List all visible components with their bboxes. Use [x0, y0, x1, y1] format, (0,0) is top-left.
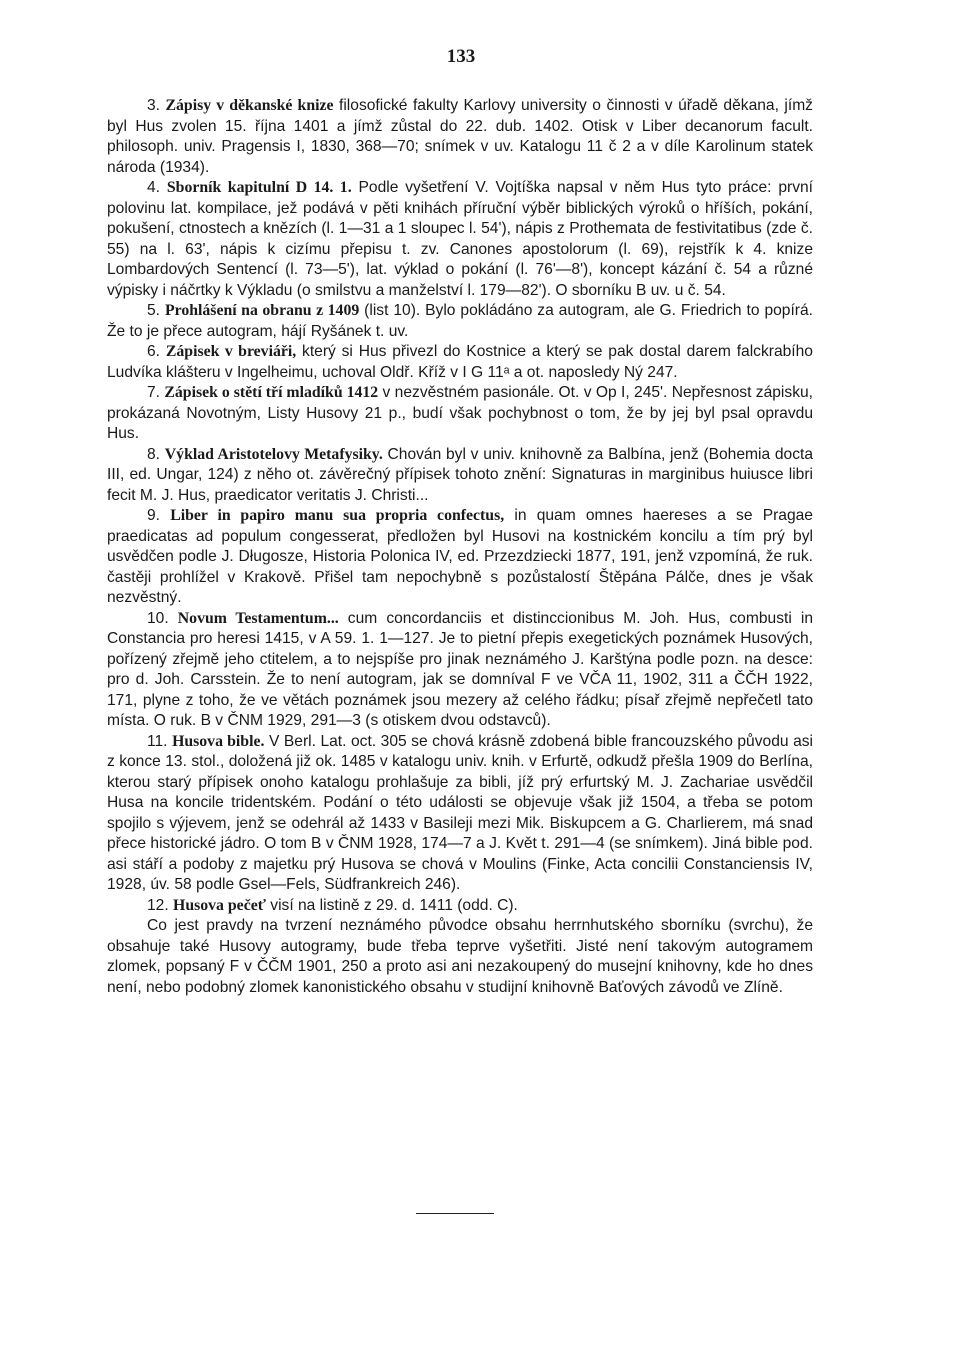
item-text: cum concordanciis et distinccionibus M. Joh. Hus, combusti in Constancia pro heresi 1415, v A 59. 1. 1—127. Je to pietní přepis exegetických poznámek Husových, pořízený zřejmě jeho ctitelem, a to nejspíše pro jinak neznámého J. Karštýna podle pozn. na desce: pro d. Joh. Carsstein. Že to není autogram, jak se domníval F ve VČA 11, 1902, 311 a ČČH 1922, 171, plyne z toho, že ve větách poznámek jsou mezery až celého řádku; písař zřejmě nepřečetl tato místa. O ruk. B v ČNM 1929, 291—3 (s otiskem dvou odstavců).	[107, 609, 813, 729]
item-number: 7.	[147, 384, 161, 401]
item-text: V Berl. Lat. oct. 305 se chová krásně zdobená bible francouzského původu asi z konce 13. stol., doložená již ok. 1485 v katalogu univ. knih. v Erfurtě, odkudž přešla 1909 do Berlína, kterou starý přípisek onoho katalogu prohlašuje za bibli, jíž prý erfurtský M. J. Zachariae usvědčil Husa na koncile tridentském. Podání o této události se objevuje však již 1504, a třeba se potom spojilo s výjevem, jenž se odehrál až 1433 v Basileji mezi Mik. Biskupcem a G. Charlierem, má snad přece historické jádro. O tom B v ČNM 1928, 174—7 a J. Květ t. 291—4 (se snímkem). Jiná bible pod. asi stáří a podoby z majetku prý Husova se chová v Moulins (Finke, Acta concilii Constanciensis IV, 1928, úv. 58 podle Gsel—Fels, Südfrankreich 246).	[107, 732, 813, 893]
item-heading: Zápisek v breviáři,	[165, 343, 297, 360]
page-number: 133	[446, 46, 476, 67]
item-heading: Husova pečeť	[173, 896, 266, 914]
list-item	[107, 342, 813, 383]
item-number: 9.	[147, 507, 161, 524]
list-item	[107, 506, 813, 609]
item-heading: Liber in papiro manu sua propria confectus,	[170, 507, 505, 524]
list-item	[107, 96, 813, 178]
item-text: (list 10). Bylo pokládáno za autogram, ale G. Friedrich to popírá. Že to je přece autogram, hájí Ryšánek t. uv.	[107, 302, 813, 340]
item-number: 8.	[147, 445, 161, 463]
list-item	[107, 445, 813, 507]
list-item	[107, 732, 813, 896]
footer-rule	[416, 1213, 494, 1214]
item-heading: Výklad Aristotelovy Metafysiky.	[164, 445, 383, 463]
list-item	[107, 178, 813, 301]
main-text	[107, 96, 813, 998]
item-text: visí na listině z 29. d. 1411 (odd. C).	[265, 896, 518, 914]
item-heading: Zápisek o stětí tří mladíků 1412	[164, 384, 379, 401]
item-text: v nezvěstném pasionále. Ot. v Op I, 245'. Nepřesnost zápisku, prokázaná Novotným, Listy Husovy 21 p., budí však pochybnost o tom, že by jej byl psal opravdu Hus.	[107, 384, 813, 442]
item-text: Podle vyšetření V. Vojtíška napsal v něm Hus tyto práce: první polovinu lat. kompilace, jež podává v pěti knihách příruční výběr biblických výroků o hříších, pokání, pokušení, ctnostech a knězích (l. 1—31 a 1 sloupec l. 54'), nápis z Prothemata de festivitatibus (zde č. 55) na l. 63', nápis k cizímu přepisu t. zv. Canones apostolorum (l. 69), rejstřík k 4. knize Lombardových Sentencí (l. 73—5'), lat. výklad o pokání (l. 76'—8'), koncept kázání č. 54 a různé výpisky i náčrtky k Výkladu (o smilstvu a manželství l. 179—82'). O sborníku B uv. u č. 54.	[107, 179, 813, 299]
item-heading: Husova bible.	[172, 732, 265, 750]
item-number: 10.	[147, 609, 169, 627]
list-item	[107, 301, 813, 342]
item-heading: Sborník kapitulní D 14. 1.	[166, 179, 352, 196]
item-number: 11.	[147, 732, 168, 750]
list-item	[107, 896, 813, 917]
item-text: Chován byl v univ. knihovně za Balbína, jenž (Bohemia docta III, ed. Ungar, 124) z něho ot. závěrečný přípisek tohoto znění: Signaturas in marginibus huiusce libri fecit M. J. Hus, praedicator veritatis J. Christi...	[107, 445, 814, 504]
item-number: 6.	[147, 343, 161, 360]
item-heading: Zápisy v děkanské knize	[165, 97, 334, 114]
item-text: filosofické fakulty Karlovy university o činnosti v úřadě děkana, jímž byl Hus zvolen 15. října 1401 a jímž zůstal do 22. dub. 1402. Otisk v Liber decanorum facult. philosoph. univ. Pragensis I, 1830, 368—70; snímek v uv. Katalogu 11 č 2 a v díle Karolinum statek národa (1934).	[107, 97, 813, 176]
closing-paragraph: Co jest pravdy na tvrzení neznámého původce obsahu herrnhutského sborníku (svrchu), že obsahuje také Husovy autogramy, bude třeba teprve vyšetřiti. Jisté není takovým autogramem zlomek, popsaný F v ČČM 1901, 250 a proto asi ani nezakoupený do musejní knihovny, kde ho dnes není, nebo podobný zlomek kanonistického obsahu v studijní knihovně Baťových závodů ve Zlíně.	[107, 917, 813, 996]
item-number: 3.	[147, 97, 161, 114]
item-number: 5.	[147, 302, 161, 319]
item-text: který si Hus přivezl do Kostnice a který se pak dostal darem falckrabího Ludvíka klášteru v Ingelheimu, uchoval Oldř. Kříž v I G 11ᵃ a ot. naposledy Ný 247.	[107, 343, 813, 381]
list-item	[107, 383, 813, 445]
item-text: in quam omnes haereses a se Pragae praedicatas ad populum congesserat, předložen byl Husovi na kostnickém koncilu a tím prý byl usvědčen podle J. Długosze, Historia Polonica IV, ed. Przezdziecki 1877, 191, jenž vzpomíná, že ruk. častěji prohlížel v Krakově. Přišel tam nepochybně s pozůstalostí Štěpána Pálče, dnes je však nezvěstný.	[107, 507, 813, 606]
item-heading: Prohlášení na obranu z 1409	[164, 302, 360, 319]
item-number: 4.	[147, 179, 161, 196]
item-heading: Novum Testamentum...	[177, 609, 339, 627]
list-item	[107, 609, 813, 732]
item-number: 12.	[147, 896, 169, 914]
